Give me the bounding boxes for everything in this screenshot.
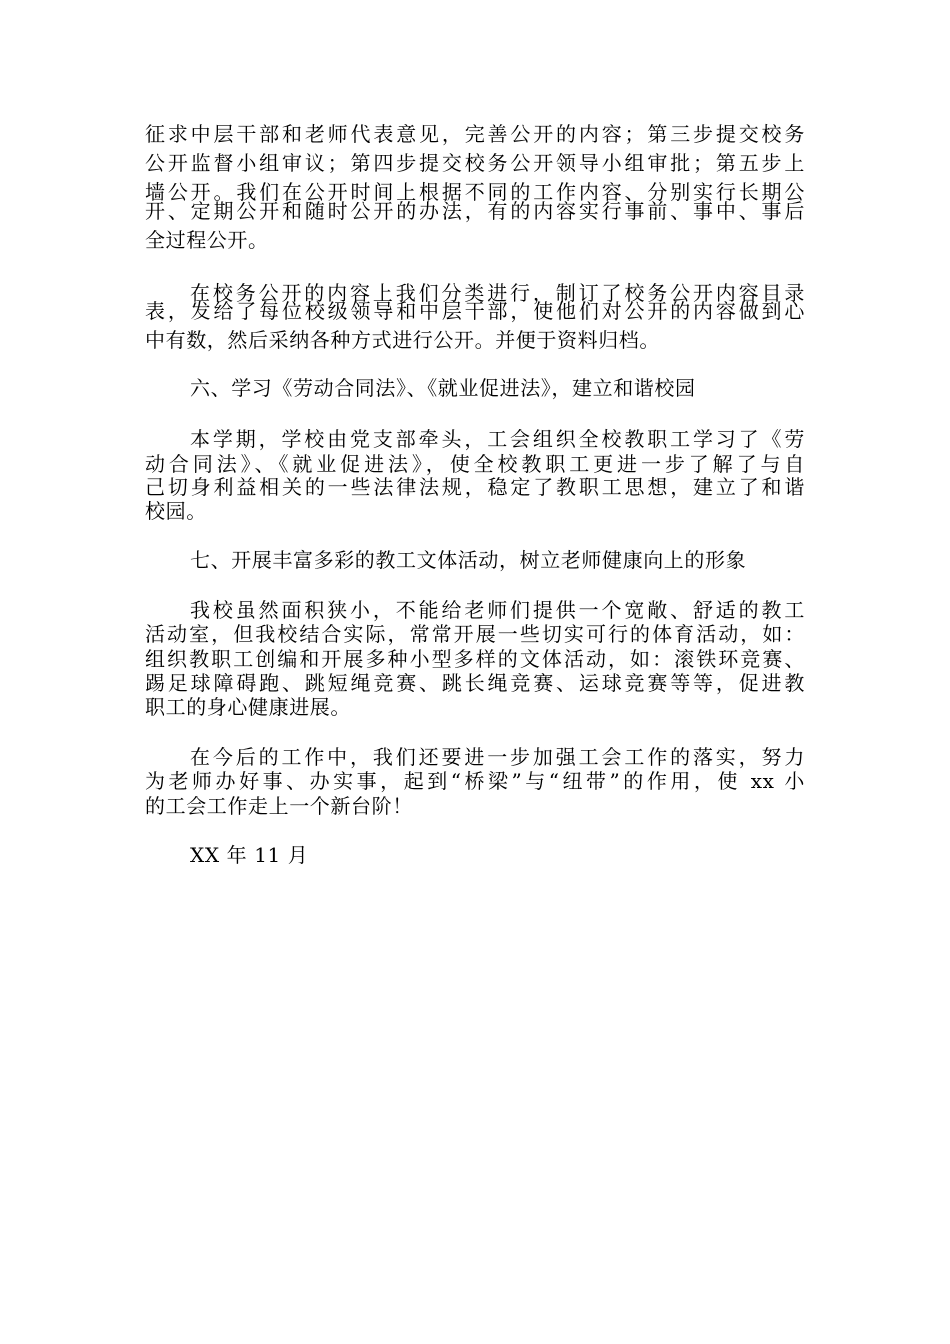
text-line: 我校虽然面积狭小，不能给老师们提供一个宽敞、舒适的教工	[190, 598, 805, 622]
text-line: 开、定期公开和随时公开的办法，有的内容实行事前、事中、事后	[145, 199, 805, 223]
text-line: 公开监督小组审议；第四步提交校务公开领导小组审批；第五步上	[145, 151, 805, 175]
text-line: 职工的身心健康进展。	[145, 695, 351, 719]
text-line: 征求中层干部和老师代表意见，完善公开的内容；第三步提交校务	[145, 122, 805, 146]
text-line: 本学期，学校由党支部牵头，工会组织全校教职工学习了《劳	[190, 427, 805, 451]
section-heading: 六、学习《劳动合同法》、《就业促进法》，建立和谐校园	[190, 376, 696, 400]
text-line: 表，发给了每位校级领导和中层干部，使他们对公开的内容做到心	[145, 299, 805, 323]
text-line: 中有数，然后采纳各种方式进行公开。并便于资料归档。	[145, 328, 660, 352]
text-line: 校园。	[145, 499, 207, 523]
text-line: 踢足球障碍跑、跳短绳竞赛、跳长绳竞赛、运球竞赛等等，促进教	[145, 671, 805, 695]
text-line: 组织教职工创编和开展多种小型多样的文体活动，如：滚铁环竞赛、	[145, 647, 805, 671]
text-line: 动合同法》、《就业促进法》，使全校教职工更进一步了解了与自	[145, 452, 805, 476]
section-heading: 七、开展丰富多彩的教工文体活动，树立老师健康向上的形象	[190, 548, 747, 572]
text-line: 活动室，但我校结合实际，常常开展一些切实可行的体育活动，如：	[145, 622, 805, 646]
text-line: 为老师办好事、办实事，起到“桥梁”与“纽带”的作用，使 xx 小	[145, 769, 805, 793]
date-line: XX 年 11 月	[190, 843, 309, 867]
text-line: 在今后的工作中，我们还要进一步加强工会工作的落实，努力	[190, 745, 805, 769]
text-line: 的工会工作走上一个新台阶！	[145, 794, 413, 818]
text-line: 己切身利益相关的一些法律法规，稳定了教职工思想，建立了和谐	[145, 475, 805, 499]
text-line: 全过程公开。	[145, 228, 269, 252]
text-line: 墙公开。我们在公开时间上根据不同的工作内容、分别实行长期公	[145, 180, 805, 204]
text-line: 在校务公开的内容上我们分类进行，制订了校务公开内容目录	[190, 281, 805, 305]
